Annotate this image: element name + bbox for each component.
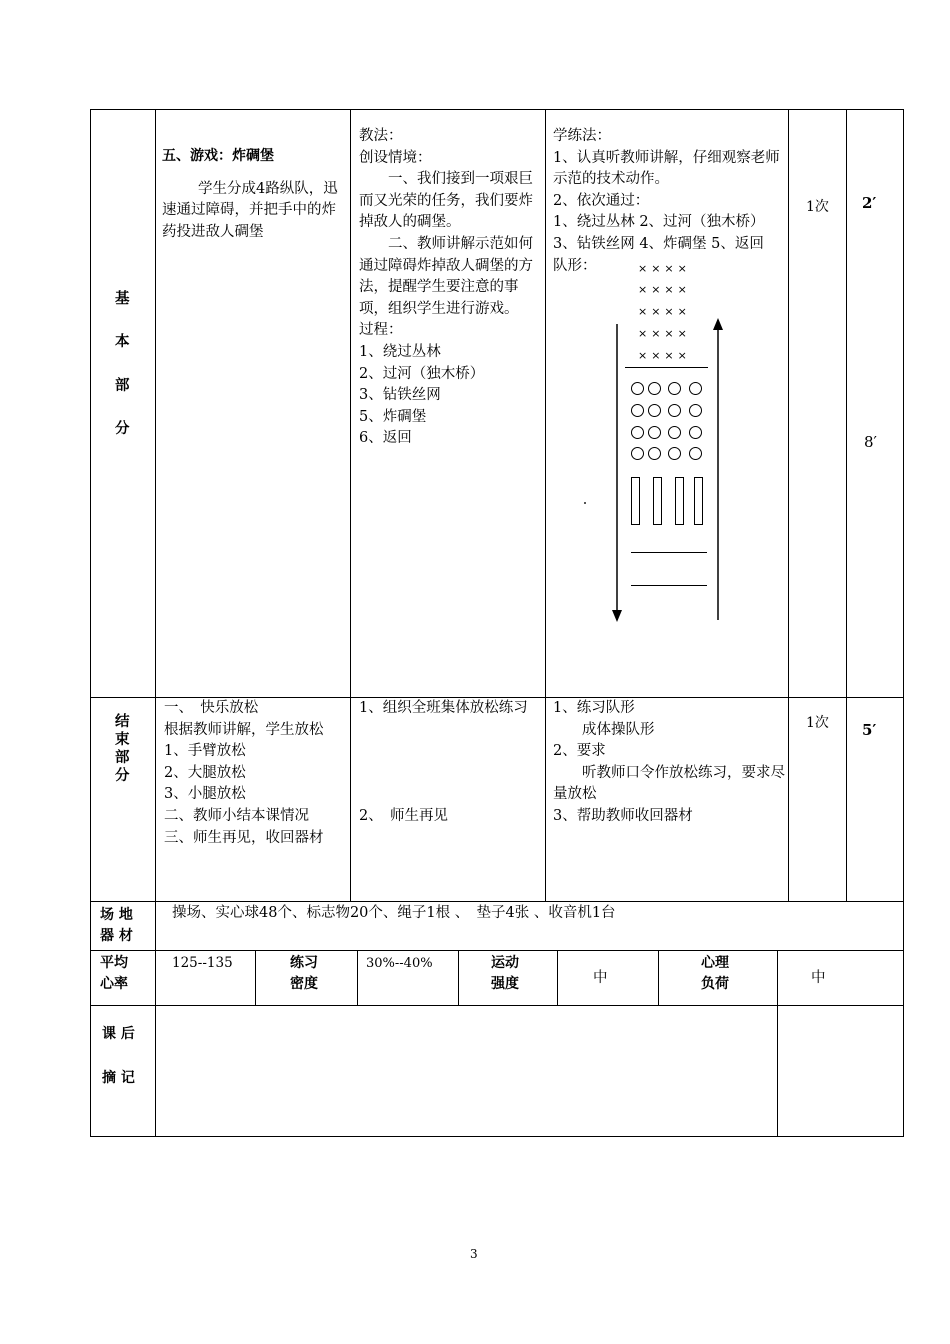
game-title: 五、游戏：炸碉堡 (162, 148, 274, 164)
formation-row: ×××× (638, 327, 691, 340)
page-number: 3 (470, 1247, 478, 1261)
end-learn-line: 3、帮助教师收回器材 (553, 807, 693, 824)
venue-label-line: 场 地 (100, 907, 133, 923)
venue-equipment: 操场、实心球48个、标志物20个、绳子1根 、 垫子4张 、收音机1台 (172, 905, 616, 921)
load-label-line: 心理 (701, 955, 729, 971)
end-content-cell (164, 698, 348, 849)
learn-line: 学练法： (553, 128, 611, 144)
density-label-line: 密度 (290, 976, 318, 992)
basic-teach-cell (359, 126, 541, 450)
teach-line: 3、钻铁丝网 (359, 387, 441, 404)
end-content-lines (164, 698, 348, 849)
venue-label-line: 器 材 (100, 928, 133, 944)
end-content-line: 1、手臂放松 (164, 743, 246, 760)
end-label-char: 结 (115, 714, 130, 730)
end-time: 5′ (862, 721, 877, 739)
end-label-char: 部 (115, 750, 130, 766)
end-label-char: 束 (115, 732, 130, 748)
basic-label-char: 基 (115, 291, 130, 307)
end-content-line: 3、小腿放松 (164, 786, 246, 803)
teach-line: 1、绕过丛林 (359, 343, 441, 360)
basic-label-char: 分 (115, 421, 130, 437)
learn-line: 2、依次通过： (553, 192, 650, 209)
teach-line: 二、教师讲解示范如何通过障碍炸掉敌人碉堡的方法，提醒学生要注意的事项，组织学生进行游戏。 (359, 235, 533, 317)
formation-row: ×××× (638, 262, 691, 275)
basic-time-1: 2′ (862, 194, 877, 212)
density-label (290, 953, 318, 995)
end-teach-lines (359, 698, 541, 828)
learn-line: 3、钻铁丝网 4、炸碉堡 5、返回 (553, 235, 764, 252)
end-content-line: 三、师生再见，收回器材 (164, 829, 324, 846)
basic-learn-cell (553, 126, 785, 277)
end-learn-line: 2、要求 (553, 743, 606, 760)
teach-line: 过程： (359, 322, 403, 339)
end-teach-line (359, 741, 541, 763)
load-value: 中 (811, 970, 826, 986)
end-learn-cell (553, 698, 785, 828)
density-label-line: 练习 (290, 955, 318, 971)
learn-line: 1、绕过丛林 2、过河（独木桥） (553, 214, 765, 231)
end-content-line: 一、 快乐放松 (164, 700, 259, 716)
basic-label-char: 本 (115, 334, 130, 350)
end-teach-line (359, 763, 541, 785)
end-content-line: 2、大腿放松 (164, 764, 246, 781)
end-teach-line: 1、组织全班集体放松练习 (359, 700, 528, 716)
route-arrows-icon (605, 318, 730, 628)
heart-rate-label (100, 953, 128, 995)
end-teach-line (359, 720, 541, 742)
end-label-char: 分 (115, 768, 130, 784)
formation-row: ×××× (638, 349, 691, 362)
end-content-line: 根据教师讲解，学生放松 (164, 721, 324, 738)
teach-line: 一、我们接到一项艰巨而又光荣的任务，我们要炸掉敌人的碉堡。 (359, 171, 533, 231)
learn-line: 1、认真听教师讲解，仔细观察老师示范的技术动作。 (553, 149, 780, 188)
end-teach-line: 2、 师生再见 (359, 807, 448, 824)
venue-label (100, 905, 133, 947)
basic-content-cell (162, 146, 346, 243)
learn-method-lines (553, 126, 785, 277)
intensity-label-line: 强度 (491, 976, 519, 992)
notes-label-line: 课 后 (102, 1026, 135, 1042)
heart-rate-label-line: 心率 (100, 976, 128, 992)
intensity-label-line: 运动 (491, 955, 519, 971)
load-label (701, 953, 729, 995)
end-teach-line (359, 784, 541, 806)
notes-label (102, 1024, 135, 1089)
teach-method-lines (359, 126, 541, 450)
basic-label-char: 部 (115, 378, 130, 394)
teach-line: 2、过河（独木桥） (359, 365, 485, 382)
heart-rate-label-line: 平均 (100, 955, 128, 971)
load-label-line: 负荷 (701, 976, 729, 992)
density-value: 30%--40% (366, 956, 433, 971)
stray-dot (584, 502, 586, 504)
game-description: 学生分成4路纵队，迅速通过障碍，并把手中的炸药投进敌人碉堡 (162, 180, 338, 240)
end-learn-line: 1、练习队形 (553, 700, 635, 716)
end-count: 1次 (806, 715, 829, 731)
formation-row: ×××× (638, 305, 691, 318)
teach-line: 教法： (359, 128, 403, 144)
notes-area[interactable] (157, 1007, 775, 1134)
formation-row: ×××× (638, 283, 691, 296)
end-learn-line: 听教师口令作放松练习，要求尽量放松 (553, 764, 785, 803)
end-content-line: 二、教师小结本课情况 (164, 807, 309, 824)
teach-line: 6、返回 (359, 430, 412, 447)
learn-line: 队形： (553, 257, 597, 274)
intensity-value: 中 (593, 970, 608, 986)
teach-line: 创设情境： (359, 149, 432, 166)
heart-rate-value: 125--135 (172, 955, 233, 971)
end-learn-line: 成体操队形 (553, 721, 655, 738)
end-teach-cell (359, 698, 541, 828)
notes-label-line: 摘 记 (102, 1070, 135, 1086)
intensity-label (491, 953, 519, 995)
basic-count: 1次 (806, 199, 829, 215)
basic-time-2: 8′ (864, 433, 877, 451)
teach-line: 5、炸碉堡 (359, 408, 427, 425)
end-learn-lines (553, 698, 785, 828)
